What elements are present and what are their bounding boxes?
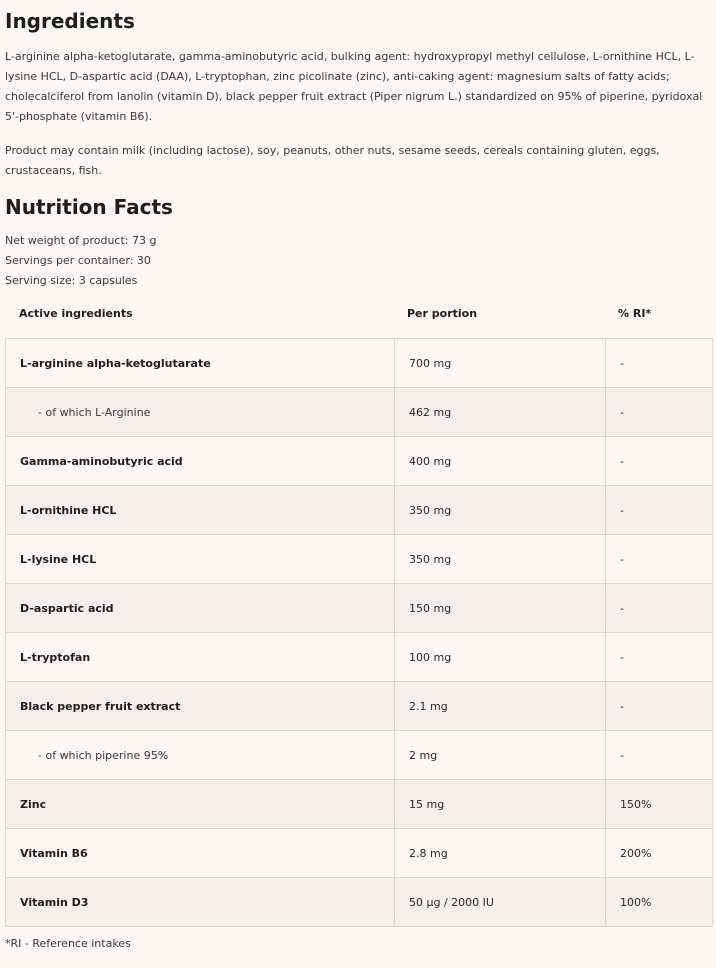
- ri-value: 100%: [605, 878, 712, 926]
- per-portion-value: 2.1 mg: [394, 682, 605, 730]
- ingredient-name: Gamma-aminobutyric acid: [20, 454, 183, 468]
- nutrition-table: [5, 289, 713, 927]
- ri-value: -: [605, 535, 712, 583]
- table-row: [6, 584, 712, 633]
- allergen-text: Product may contain milk (including lactose), soy, peanuts, other nuts, sesame seeds, cereals containing gluten, eggs, crustaceans, fish.: [5, 144, 660, 177]
- serving-size: Serving size: 3 capsules: [5, 274, 138, 287]
- net-weight: Net weight of product: 73 g: [5, 234, 157, 247]
- ingredient-name: D-aspartic acid: [20, 601, 114, 615]
- per-portion-value: 100 mg: [394, 633, 605, 681]
- table-row: [6, 388, 712, 437]
- table-row: [6, 486, 712, 535]
- ingredient-name: L-arginine alpha-ketoglutarate: [20, 356, 211, 370]
- per-portion-value: 50 µg / 2000 IU: [394, 878, 605, 926]
- ingredient-name: Zinc: [20, 797, 47, 811]
- ingredients-text: L-arginine alpha-ketoglutarate, gamma-aminobutyric acid, bulking agent: hydroxypropyl methyl cellulose, L-ornithine HCL, L-lysine HCL, D-aspartic acid (DAA), L-tryptophan, zinc picolinate (zinc), anti-caking agent: magnesium salts of fatty acids; cholecalciferol from lanolin (vitamin D), black pepper fruit extract (Piper nigrum L.) standardized on 95% of piperine, pyridoxal 5'-phosphate (vitamin B6).: [5, 50, 703, 123]
- per-portion-value: 150 mg: [394, 584, 605, 632]
- header-ri: % RI*: [618, 307, 652, 320]
- table-row: [6, 437, 712, 486]
- table-row: [6, 633, 712, 682]
- ingredient-name: L-tryptofan: [20, 650, 91, 664]
- per-portion-value: 400 mg: [394, 437, 605, 485]
- ingredient-name: L-lysine HCL: [20, 552, 97, 566]
- ingredient-name: L-ornithine HCL: [20, 503, 117, 517]
- ri-value: -: [605, 633, 712, 681]
- ri-value: -: [605, 388, 712, 436]
- table-row: [6, 878, 712, 927]
- header-per-portion: Per portion: [407, 307, 478, 320]
- per-portion-value: 2.8 mg: [394, 829, 605, 877]
- table-row: [6, 535, 712, 584]
- per-portion-value: 462 mg: [394, 388, 605, 436]
- ri-value: 200%: [605, 829, 712, 877]
- ri-value: -: [605, 584, 712, 632]
- per-portion-value: 350 mg: [394, 486, 605, 534]
- ingredient-name: - of which piperine 95%: [38, 748, 169, 762]
- table-body: [5, 338, 713, 927]
- servings-per-container: Servings per container: 30: [5, 254, 151, 267]
- table-header: [5, 289, 713, 338]
- per-portion-value: 2 mg: [394, 731, 605, 779]
- ri-value: -: [605, 486, 712, 534]
- per-portion-value: 700 mg: [394, 339, 605, 387]
- ingredient-name: - of which L-Arginine: [38, 405, 151, 419]
- header-active-ingredients: Active ingredients: [19, 307, 133, 320]
- nutrition-facts-heading: Nutrition Facts: [5, 195, 173, 219]
- ri-value: -: [605, 339, 712, 387]
- product-meta: [5, 231, 156, 291]
- ri-value: -: [605, 731, 712, 779]
- ingredients-heading: Ingredients: [5, 9, 135, 33]
- ingredient-name: Black pepper fruit extract: [20, 699, 181, 713]
- ri-value: -: [605, 437, 712, 485]
- ri-value: -: [605, 682, 712, 730]
- table-row: [6, 339, 712, 388]
- footnote: *RI - Reference intakes: [5, 937, 131, 950]
- table-row: [6, 829, 712, 878]
- ri-value: 150%: [605, 780, 712, 828]
- per-portion-value: 15 mg: [394, 780, 605, 828]
- table-row: [6, 731, 712, 780]
- table-row: [6, 780, 712, 829]
- per-portion-value: 350 mg: [394, 535, 605, 583]
- ingredient-name: Vitamin B6: [20, 846, 88, 860]
- table-row: [6, 682, 712, 731]
- ingredient-name: Vitamin D3: [20, 895, 89, 909]
